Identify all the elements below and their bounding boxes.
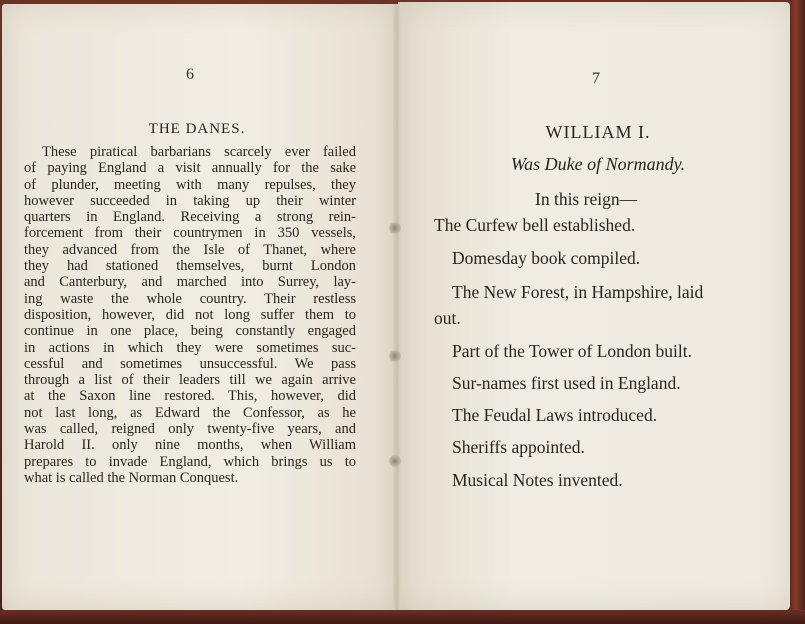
- body-line: they had stationed themselves, burnt London: [24, 258, 356, 275]
- body-line: they advanced from the Isle of Thanet, where: [24, 241, 356, 258]
- body-line: These piratical barbarians scarcely ever failed: [42, 144, 356, 160]
- reign-item: The Feudal Laws introduced.: [452, 405, 658, 425]
- binding-stitch: [388, 455, 402, 467]
- binding-stitch: [388, 222, 402, 234]
- body-line: at the Saxon line restored. This, however, did: [24, 388, 356, 405]
- reign-item: Musical Notes invented.: [452, 470, 623, 490]
- page-number-left: 6: [186, 66, 194, 83]
- reign-item-continuation: out.: [434, 308, 461, 328]
- body-line: however succeeded in taking up their winter: [24, 192, 356, 209]
- body-line: disposition, however, did not long suffer them to: [24, 306, 356, 323]
- body-line: in actions in which they were sometimes suc-: [24, 339, 356, 356]
- body-line: through a list of their leaders till we again arrive: [24, 372, 356, 389]
- page-number-right: 7: [592, 70, 600, 87]
- body-line: and Canterbury, and marched into Surrey, lay-: [24, 274, 356, 291]
- body-line: continue in one place, being constantly engaged: [24, 323, 356, 340]
- reign-item: Part of the Tower of London built.: [452, 341, 693, 361]
- body-line: ing waste the whole country. Their restless: [24, 290, 356, 307]
- right-page: [398, 2, 790, 610]
- body-line: not last long, as Edward the Confessor, as he: [24, 404, 356, 421]
- body-line: cessful and sometimes unsuccessful. We pass: [24, 355, 356, 372]
- body-line: Harold II. only nine months, when William: [24, 437, 356, 454]
- reign-intro: In this reign—: [535, 189, 638, 209]
- binding-stitch: [388, 350, 402, 362]
- book-cover-edge-right: [790, 0, 805, 624]
- reign-item: Domesday book compiled.: [452, 248, 641, 268]
- book-cover-edge-bottom: [0, 610, 805, 624]
- reign-item: Sheriffs appointed.: [452, 437, 585, 457]
- section-heading-william: WILLIAM I.: [545, 122, 651, 142]
- section-heading-danes: THE DANES.: [148, 121, 246, 137]
- reign-item: The New Forest, in Hampshire, laid: [452, 282, 704, 302]
- body-line: of plunder, meeting with many repulses, they: [24, 176, 356, 193]
- reign-item: Sur-names first used in England.: [452, 373, 681, 393]
- body-line: what is called the Norman Conquest.: [24, 469, 239, 486]
- body-line: quarters in England. Receiving a strong rein-: [24, 209, 356, 226]
- section-subheading: Was Duke of Normandy.: [510, 154, 686, 174]
- body-text-danes: [24, 144, 356, 486]
- book-gutter: [393, 4, 401, 610]
- body-line: prepares to invade England, which brings us to: [24, 453, 356, 470]
- body-line: was called, reigned only twenty-five years, and: [24, 421, 356, 438]
- body-line: of paying England a visit annually for the sake: [24, 160, 356, 177]
- body-line: forcement from their countrymen in 350 vessels,: [24, 225, 356, 242]
- reign-item: The Curfew bell established.: [434, 215, 636, 235]
